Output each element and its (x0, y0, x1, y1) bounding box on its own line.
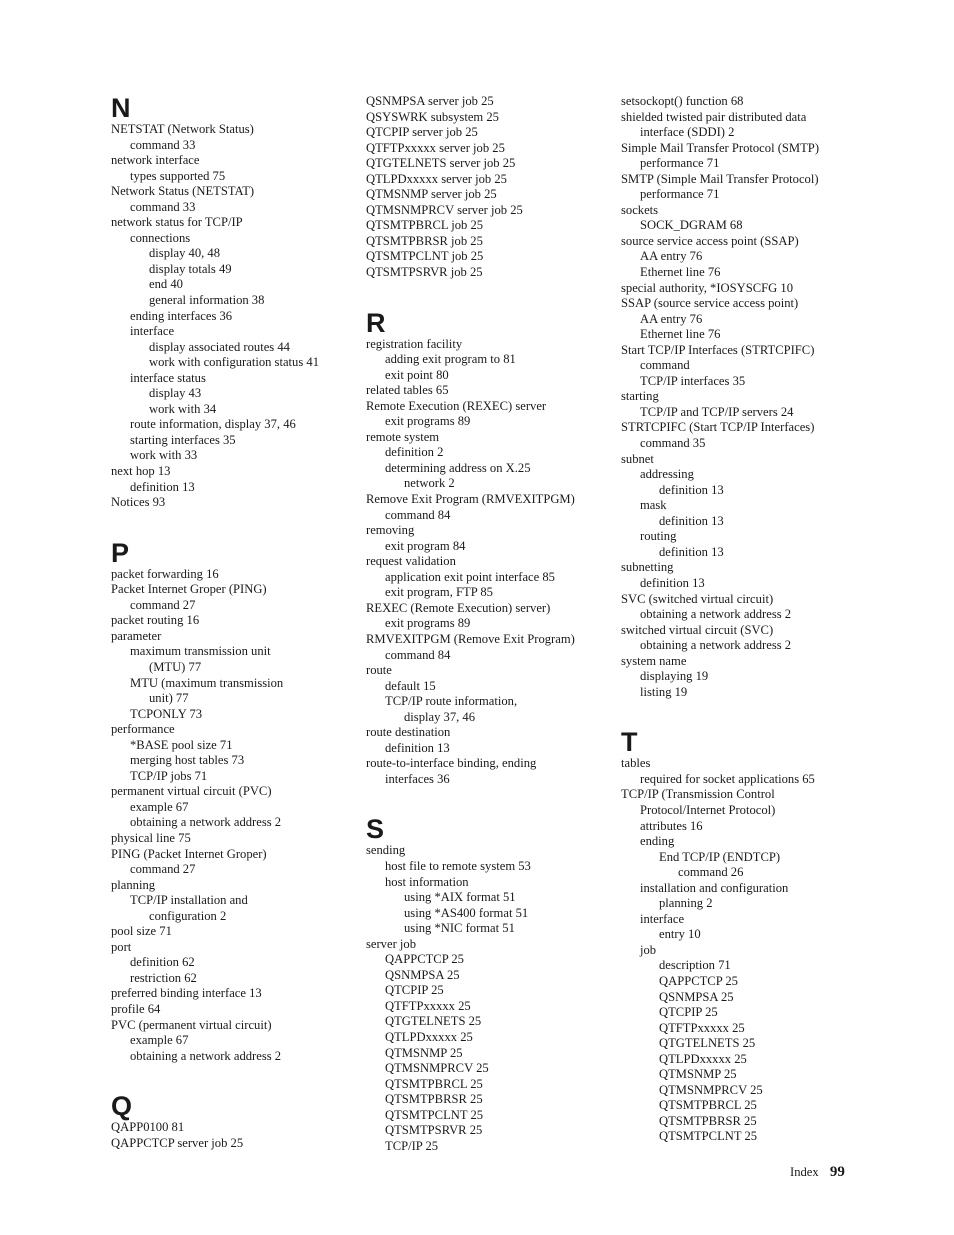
index-subentry: QTSMTPBRSR 25 (385, 1092, 483, 1107)
index-entry: subnet (621, 451, 654, 466)
index-entry: PING (Packet Internet Groper) (111, 846, 267, 861)
index-subentry: QTMSNMP 25 (385, 1045, 463, 1060)
index-entry: QAPP0100 81 (111, 1120, 185, 1135)
index-entry: system name (621, 653, 687, 668)
index-entry: network status for TCP/IP (111, 215, 243, 230)
index-subentry: example 67 (130, 799, 189, 814)
index-subentry: description 71 (659, 958, 731, 973)
index-entry: TCP/IP (Transmission Control (621, 787, 775, 802)
index-subentry: host information (385, 874, 469, 889)
index-subentry: TCP/IP route information, (385, 694, 518, 709)
index-subentry: QTGTELNETS 25 (659, 1036, 756, 1051)
index-subentry: unit) 77 (149, 691, 189, 706)
index-subentry: (MTU) 77 (149, 659, 202, 674)
index-subentry: command 35 (640, 436, 706, 451)
index-entry: profile 64 (111, 1001, 161, 1016)
index-subentry: QTSMTPBRSR 25 (659, 1113, 757, 1128)
index-subentry: routing (640, 529, 677, 544)
index-entry: QTMSNMP server job 25 (366, 187, 497, 202)
index-entry: port (111, 939, 132, 954)
index-subentry: *BASE pool size 71 (130, 737, 233, 752)
index-subentry: display associated routes 44 (149, 339, 290, 354)
index-entry: parameter (111, 628, 162, 643)
index-subentry: End TCP/IP (ENDTCP) (659, 849, 781, 864)
index-subentry: MTU (maximum transmission (130, 675, 284, 690)
index-entry: shielded twisted pair distributed data (621, 109, 807, 124)
index-entry: QTSMTPCLNT job 25 (366, 249, 484, 264)
index-subentry: QAPPCTCP 25 (385, 952, 464, 967)
section-letter: R (366, 307, 386, 338)
index-entry: planning (111, 877, 156, 892)
index-entry: QTCPIP server job 25 (366, 125, 478, 140)
index-entry: physical line 75 (111, 830, 191, 845)
index-subentry: ending interfaces 36 (130, 308, 233, 323)
index-subentry: TCP/IP and TCP/IP servers 24 (640, 404, 794, 419)
section-letter: T (621, 727, 638, 758)
index-entry: special authority, *IOSYSCFG 10 (621, 280, 793, 295)
index-entry: SMTP (Simple Mail Transfer Protocol) (621, 171, 819, 186)
index-entry: preferred binding interface 13 (111, 986, 262, 1001)
index-subentry: host file to remote system 53 (385, 858, 531, 873)
index-entry: subnetting (621, 560, 674, 575)
index-subentry: using *NIC format 51 (404, 921, 515, 936)
index-subentry: network 2 (404, 476, 455, 491)
index-subentry: TCP/IP installation and (130, 893, 248, 908)
index-subentry: command 33 (130, 137, 196, 152)
index-entry: STRTCPIFC (Start TCP/IP Interfaces) (621, 420, 815, 435)
index-subentry: TCP/IP 25 (385, 1138, 439, 1153)
index-subentry: planning 2 (659, 896, 713, 911)
footer-label: Index (790, 1165, 819, 1179)
index-entry: remote system (366, 429, 440, 444)
index-subentry: example 67 (130, 1033, 189, 1048)
index-subentry: definition 13 (385, 740, 450, 755)
index-subentry: QTFTPxxxxx 25 (385, 998, 471, 1013)
index-subentry: command 27 (130, 597, 196, 612)
index-subentry: definition 2 (385, 445, 444, 460)
index-subentry: obtaining a network address 2 (640, 638, 792, 653)
index-entry: source service access point (SSAP) (621, 233, 799, 248)
index-subentry: ending (640, 834, 675, 849)
index-subentry: QTSMTPCLNT 25 (659, 1129, 758, 1144)
index-entry: QSNMPSA server job 25 (366, 94, 494, 108)
index-subentry: display 43 (149, 386, 202, 401)
section-letter: Q (111, 1091, 133, 1122)
index-subentry: QTMSNMP 25 (659, 1067, 737, 1082)
index-subentry: interface (SDDI) 2 (640, 125, 735, 140)
index-subentry: end 40 (149, 277, 183, 292)
index-subentry: adding exit program to 81 (385, 352, 516, 367)
index-subentry: using *AIX format 51 (404, 890, 516, 905)
index-subentry: performance 71 (640, 187, 720, 202)
index-entry: removing (366, 523, 415, 538)
index-entry: starting (621, 389, 659, 404)
index-subentry: required for socket applications 65 (640, 771, 815, 786)
index-entry: pool size 71 (111, 924, 172, 939)
index-entry: Start TCP/IP Interfaces (STRTCPIFC) (621, 342, 815, 357)
index-entry: related tables 65 (366, 383, 449, 398)
index-subentry: definition 13 (659, 482, 724, 497)
index-entry: route destination (366, 725, 451, 740)
index-entry: Simple Mail Transfer Protocol (SMTP) (621, 140, 820, 155)
index-subentry: determining address on X.25 (385, 460, 531, 475)
page-number: 99 (829, 1164, 845, 1180)
index-subentry: restriction 62 (130, 970, 197, 985)
index-entry: PVC (permanent virtual circuit) (111, 1017, 272, 1032)
index-subentry: performance 71 (640, 156, 720, 171)
index-subentry: display 37, 46 (404, 709, 476, 724)
index-subentry: QTSMTPSRVR 25 (385, 1123, 483, 1138)
index-entry: route (366, 663, 392, 678)
index-entry: REXEC (Remote Execution) server) (366, 600, 551, 615)
index-entry: QAPPCTCP server job 25 (111, 1135, 244, 1150)
index-entry: SSAP (source service access point) (621, 296, 799, 311)
index-entry: next hop 13 (111, 464, 171, 479)
index-subentry: interface (130, 324, 175, 339)
index-subentry: TCPONLY 73 (130, 706, 203, 721)
index-subentry: exit programs 89 (385, 414, 471, 429)
index-subentry: QTSMTPBRCL 25 (659, 1098, 757, 1113)
index-entry: QTSMTPBRSR job 25 (366, 233, 483, 248)
index-subentry: command 33 (130, 199, 196, 214)
index-subentry: command 84 (385, 507, 451, 522)
index-subentry: QTCPIP 25 (385, 983, 444, 998)
index-subentry: general information 38 (149, 293, 265, 308)
index-subentry: command 26 (678, 865, 744, 880)
index-subentry: QTLPDxxxxx 25 (385, 1029, 473, 1044)
index-subentry: AA entry 76 (640, 311, 703, 326)
index-subentry: exit program 84 (385, 538, 466, 553)
index-subentry: Ethernet line 76 (640, 265, 721, 280)
index-subentry: command 27 (130, 862, 196, 877)
index-entry: QTLPDxxxxx server job 25 (366, 171, 507, 186)
index-subentry: command (640, 358, 690, 373)
index-subentry: mask (640, 498, 667, 513)
index-subentry: maximum transmission unit (130, 644, 271, 659)
index-subentry: definition 13 (640, 575, 705, 590)
index-subentry: using *AS400 format 51 (404, 905, 529, 920)
index-column-2 (366, 94, 611, 1154)
index-entry: registration facility (366, 336, 463, 351)
index-entry: route-to-interface binding, ending (366, 756, 537, 771)
index-subentry: QTSMTPBRCL 25 (385, 1076, 483, 1091)
index-subentry: exit programs 89 (385, 616, 471, 631)
index-subentry: interface status (130, 370, 206, 385)
index-entry: network interface (111, 153, 200, 168)
index-subentry: QTSMTPCLNT 25 (385, 1107, 484, 1122)
index-subentry: obtaining a network address 2 (640, 607, 792, 622)
index-subentry: QTFTPxxxxx 25 (659, 1020, 745, 1035)
index-subentry: entry 10 (659, 927, 701, 942)
index-subentry: obtaining a network address 2 (130, 1048, 282, 1063)
index-entry: QTSMTPBRCL job 25 (366, 218, 484, 233)
index-subentry: TCP/IP jobs 71 (130, 768, 208, 783)
index-subentry: types supported 75 (130, 168, 226, 183)
index-entry: SVC (switched virtual circuit) (621, 591, 774, 606)
index-subentry: QTCPIP 25 (659, 1005, 718, 1020)
index-subentry: displaying 19 (640, 669, 709, 684)
index-subentry: display 40, 48 (149, 246, 221, 261)
index-subentry: attributes 16 (640, 818, 703, 833)
index-entry: sockets (621, 202, 659, 217)
index-entry: RMVEXITPGM (Remove Exit Program) (366, 631, 575, 646)
index-column-3 (621, 94, 866, 1145)
index-subentry: merging host tables 73 (130, 753, 245, 768)
index-entry: packet forwarding 16 (111, 566, 219, 581)
index-entry: performance (111, 722, 175, 737)
index-subentry: QAPPCTCP 25 (659, 973, 738, 988)
index-subentry: AA entry 76 (640, 249, 703, 264)
index-subentry: default 15 (385, 678, 436, 693)
index-subentry: obtaining a network address 2 (130, 815, 282, 830)
section-letter: N (111, 93, 131, 123)
index-subentry: QTLPDxxxxx 25 (659, 1051, 747, 1066)
index-entry: sending (366, 843, 406, 858)
index-subentry: addressing (640, 467, 694, 482)
index-entry: NETSTAT (Network Status) (111, 122, 254, 136)
index-subentry: TCP/IP interfaces 35 (640, 373, 746, 388)
index-subentry: SOCK_DGRAM 68 (640, 218, 743, 233)
index-subentry: QTGTELNETS 25 (385, 1014, 482, 1029)
index-entry: Remote Execution (REXEC) server (366, 398, 547, 413)
index-subentry: definition 13 (130, 479, 195, 494)
index-entry: QSYSWRK subsystem 25 (366, 109, 499, 124)
index-entry: permanent virtual circuit (PVC) (111, 784, 272, 799)
index-subentry: work with configuration status 41 (149, 355, 319, 370)
index-subentry: QTMSNMPRCV 25 (385, 1061, 489, 1076)
index-entry: Notices 93 (111, 495, 166, 510)
index-subentry: QTMSNMPRCV 25 (659, 1082, 763, 1097)
index-subentry: exit point 80 (385, 367, 449, 382)
index-entry: QTGTELNETS server job 25 (366, 156, 516, 171)
index-subentry: Protocol/Internet Protocol) (640, 802, 776, 817)
index-subentry: definition 13 (659, 544, 724, 559)
section-letter: S (366, 814, 385, 845)
index-subentry: QSNMPSA 25 (385, 967, 460, 982)
index-entry: request validation (366, 554, 456, 569)
index-subentry: QSNMPSA 25 (659, 989, 734, 1004)
page-footer (790, 1164, 845, 1181)
index-subentry: exit program, FTP 85 (385, 585, 493, 600)
section-letter: P (111, 537, 130, 568)
index-entry: setsockopt() function 68 (621, 94, 744, 108)
index-subentry: configuration 2 (149, 908, 227, 923)
index-subentry: installation and configuration (640, 880, 789, 895)
index-entry: Remove Exit Program (RMVEXITPGM) (366, 492, 575, 507)
index-subentry: connections (130, 230, 191, 245)
index-subentry: interfaces 36 (385, 771, 450, 786)
index-column-1 (111, 94, 356, 1151)
index-subentry: command 84 (385, 647, 451, 662)
index-entry: Packet Internet Groper (PING) (111, 582, 267, 597)
index-subentry: listing 19 (640, 684, 688, 699)
index-subentry: display totals 49 (149, 261, 232, 276)
index-subentry: interface (640, 911, 685, 926)
index-subentry: definition 62 (130, 955, 195, 970)
index-subentry: Ethernet line 76 (640, 327, 721, 342)
index-entry: QTFTPxxxxx server job 25 (366, 140, 505, 155)
index-entry: tables (621, 756, 651, 771)
index-entry: QTMSNMPRCV server job 25 (366, 202, 523, 217)
index-entry: packet routing 16 (111, 613, 200, 628)
index-subentry: job (640, 942, 657, 957)
index-entry: server job (366, 936, 417, 951)
index-subentry: application exit point interface 85 (385, 569, 555, 584)
index-subentry: route information, display 37, 46 (130, 417, 296, 432)
index-subentry: starting interfaces 35 (130, 432, 236, 447)
index-subentry: work with 33 (130, 448, 198, 463)
index-subentry: work with 34 (149, 401, 217, 416)
index-subentry: definition 13 (659, 513, 724, 528)
index-entry: Network Status (NETSTAT) (111, 184, 255, 199)
index-entry: switched virtual circuit (SVC) (621, 622, 774, 637)
index-entry: QTSMTPSRVR job 25 (366, 265, 483, 280)
